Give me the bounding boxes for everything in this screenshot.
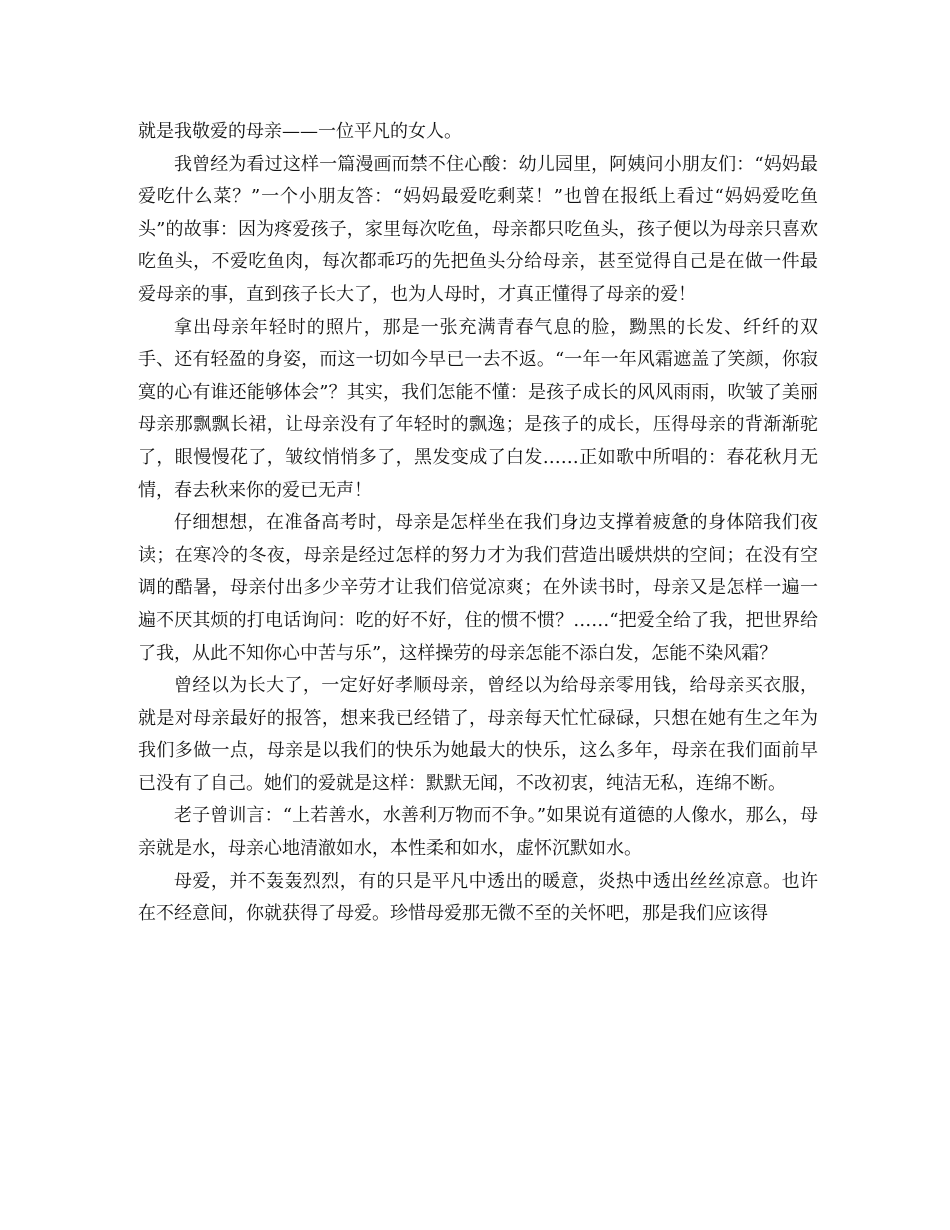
paragraph-once-thought: 曾经以为长大了，一定好好孝顺母亲，曾经以为给母亲零用钱，给母亲买衣服，就是对母亲最好的报答，想来我已经错了，母亲每天忙忙碌碌，只想在她有生之年为我们多做一点，母亲是以我们的快乐为她最大的快乐，这么多年，母亲在我们面前早已没有了自己。她们的爱就是这样：默默无闻，不改初衷，纯洁无私，连绵不断。 bbox=[138, 675, 818, 794]
paragraph-continuation: 就是我敬爱的母亲——一位平凡的女人。 bbox=[138, 121, 462, 142]
paragraph-young-photo: 拿出母亲年轻时的照片，那是一张充满青春气息的脸，黝黑的长发、纤纤的双手、还有轻盈的身姿，而这一切如今早已一去不返。“一年一年风霜遮盖了笑颜，你寂寞的心有谁还能够体会”？其实，我们怎能不懂：是孩子成长的风风雨雨，吹皱了美丽母亲那飘飘长裙，让母亲没有了年轻时的飘逸；是孩子的成长，压得母亲的背渐渐驼了，眼慢慢花了，皱纹悄悄多了，黑发变成了白发……正如歌中所唱的：春花秋月无情，春去秋来你的爱已无声！ bbox=[138, 316, 818, 501]
paragraph-mother-love: 母爱，并不轰轰烈烈，有的只是平凡中透出的暖意，炎热中透出丝丝凉意。也许在不经意间，你就获得了母爱。珍惜母爱那无微不至的关怀吧，那是我们应该得 bbox=[138, 870, 818, 925]
paragraph-comic-story: 我曾经为看过这样一篇漫画而禁不住心酸：幼儿园里，阿姨问小朋友们：“妈妈最爱吃什么菜？”一个小朋友答：“妈妈最爱吃剩菜！”也曾在报纸上看过“妈妈爱吃鱼头”的故事：因为疼爱孩子，家里每次吃鱼，母亲都只吃鱼头，孩子便以为母亲只喜欢吃鱼头，不爱吃鱼肉，每次都乖巧的先把鱼头分给母亲，甚至觉得自己是在做一件最爱母亲的事，直到孩子长大了，也为人母时，才真正懂得了母亲的爱！ bbox=[138, 153, 818, 305]
paragraph-laozi-quote: 老子曾训言：“上若善水，水善利万物而不争。”如果说有道德的人像水，那么，母亲就是水，母亲心地清澈如水，本性柔和如水，虚怀沉默如水。 bbox=[138, 805, 818, 860]
document-body bbox=[138, 116, 818, 931]
paragraph-think-carefully: 仔细想想，在准备高考时，母亲是怎样坐在我们身边支撑着疲惫的身体陪我们夜读；在寒冷的冬夜，母亲是经过怎样的努力才为我们营造出暖烘烘的空间；在没有空调的酷暑，母亲付出多少辛劳才让我们倍觉凉爽；在外读书时，母亲又是怎样一遍一遍不厌其烦的打电话询问：吃的好不好，住的惯不惯？……“把爱全给了我，把世界给了我，从此不知你心中苦与乐”，这样操劳的母亲怎能不添白发，怎能不染风霜？ bbox=[138, 512, 818, 664]
